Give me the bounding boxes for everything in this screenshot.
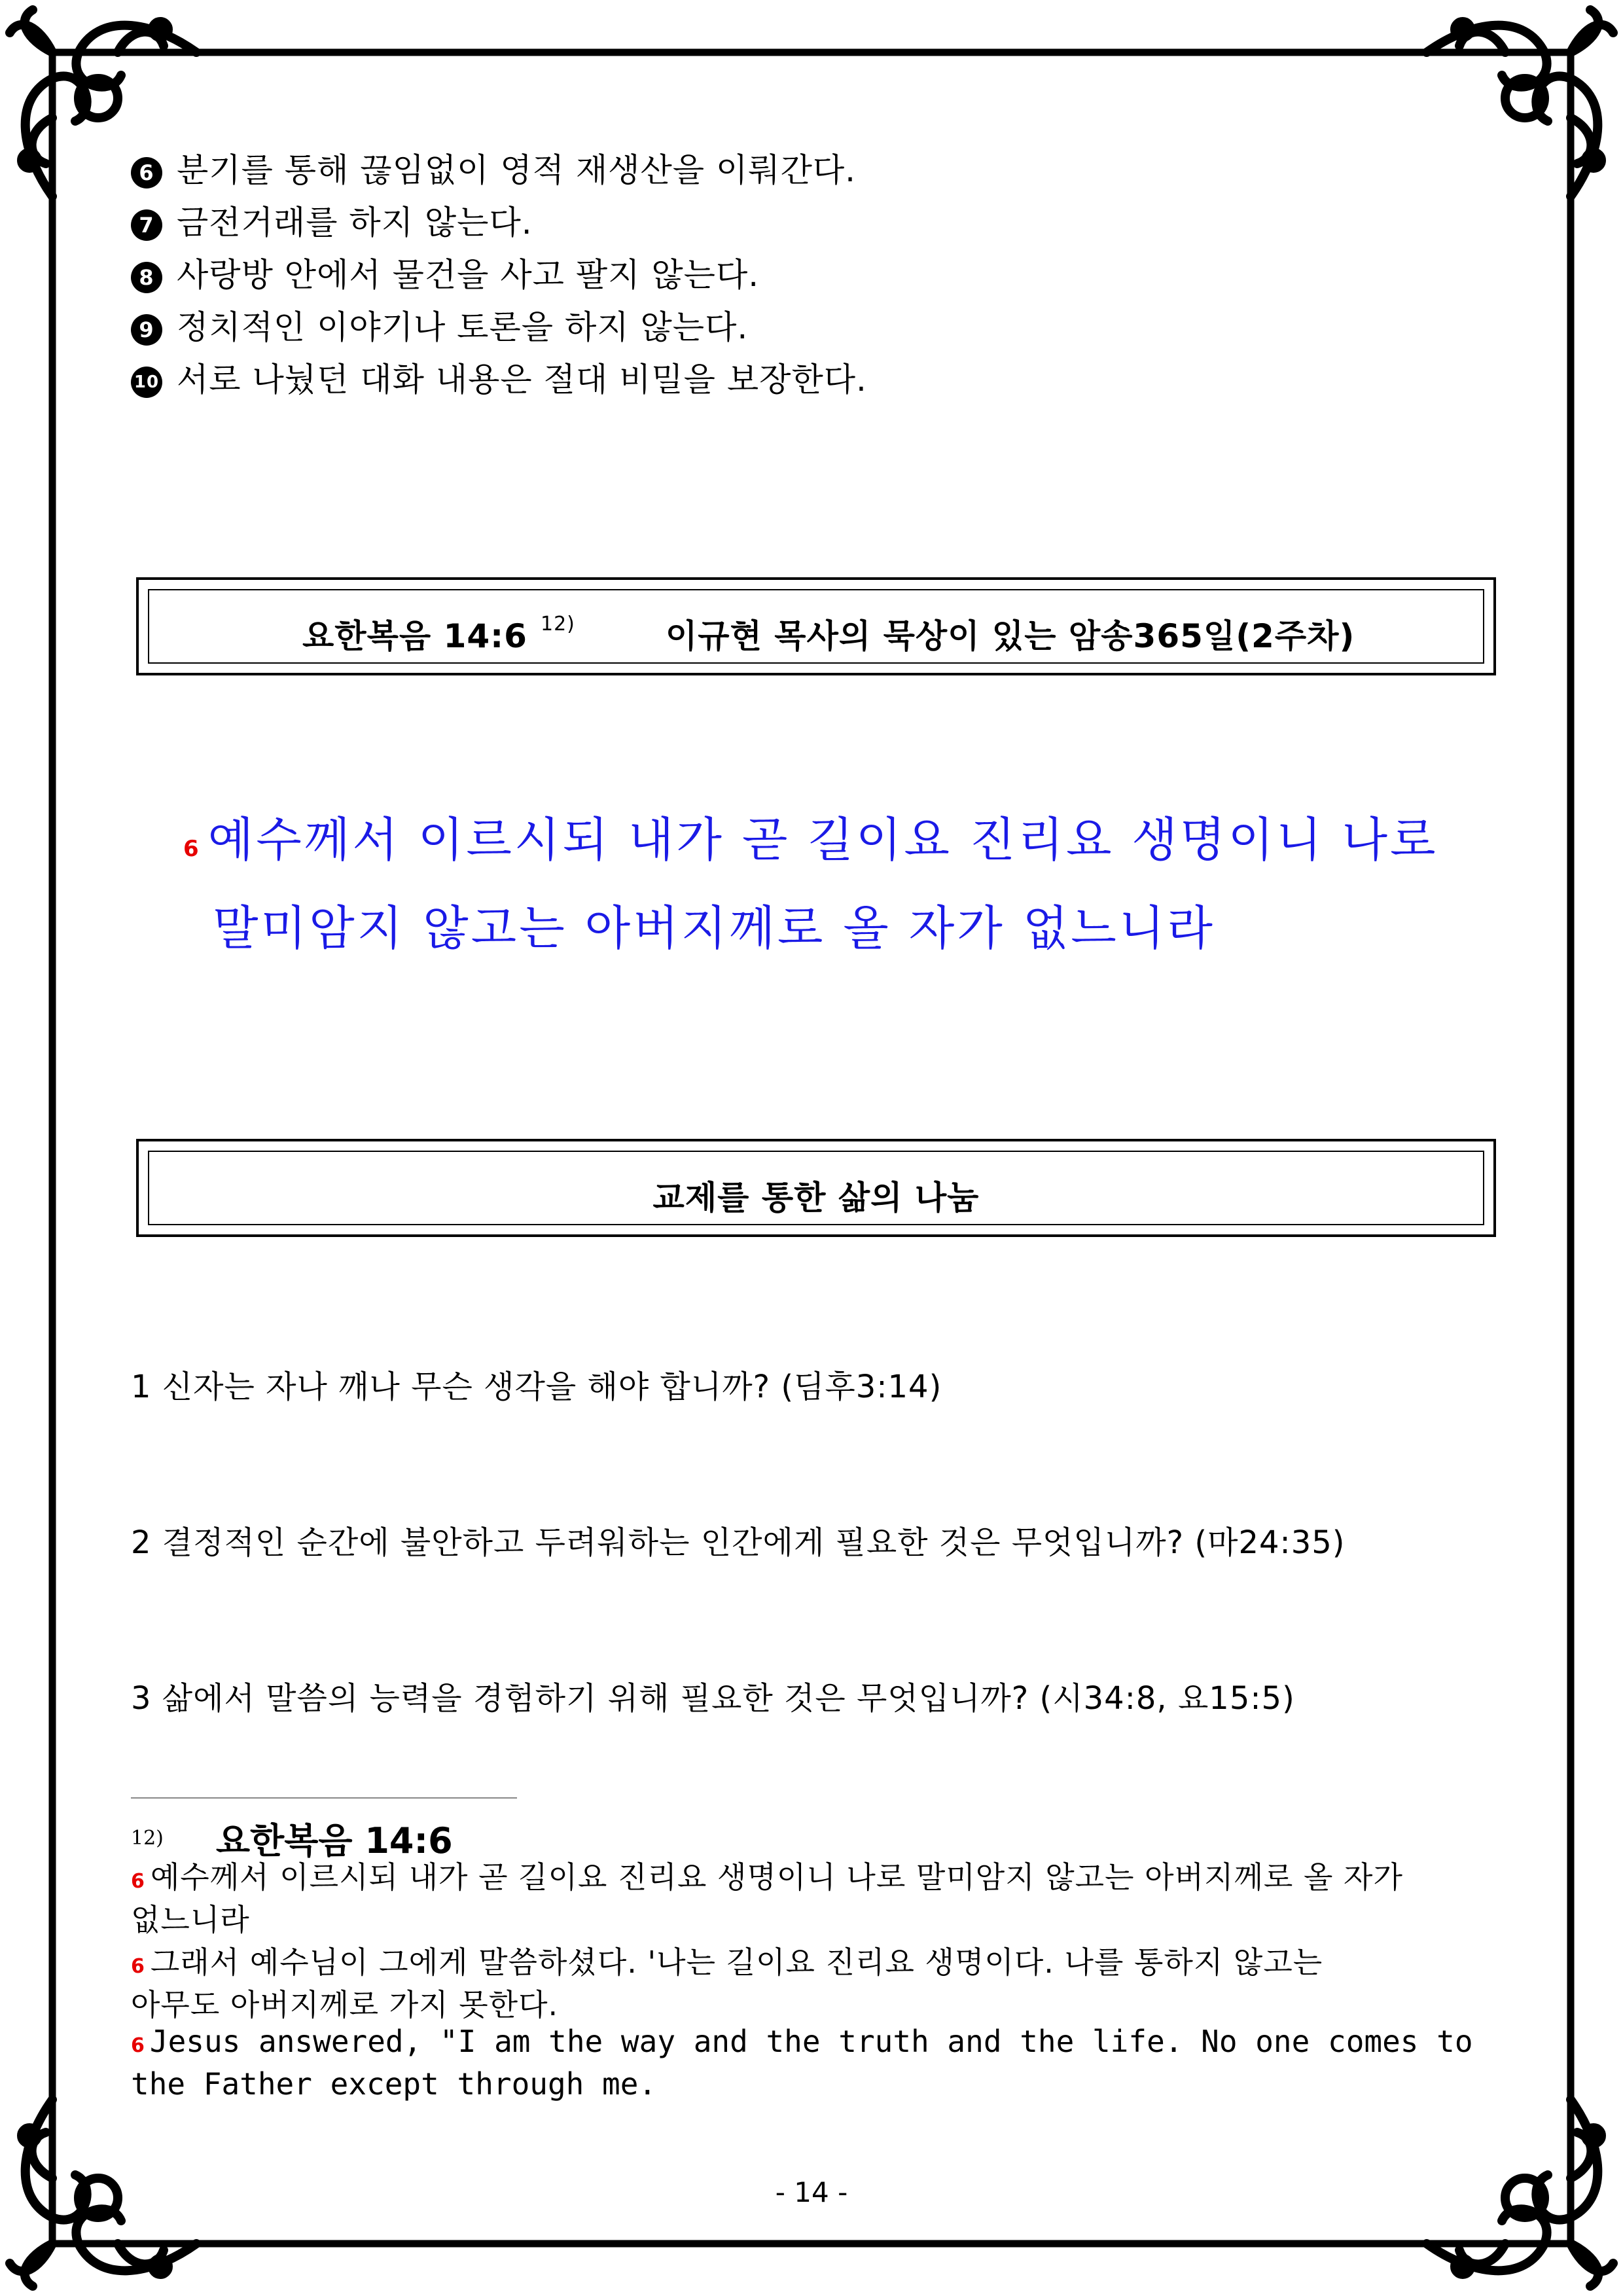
verse-number: 6	[183, 836, 202, 862]
rule-number-badge: 7	[131, 209, 162, 241]
rule-item-8	[131, 249, 1440, 301]
footnote-mark[interactable]: 12)	[540, 613, 575, 636]
rule-text: 금전거래를 하지 않는다.	[177, 204, 533, 242]
footnote-english-line-2: the Father except through me.	[131, 2066, 657, 2102]
footnote-krv-line-1	[131, 1854, 1403, 1897]
footnote-number: 12)	[131, 1827, 164, 1850]
discussion-question-1: 1 신자는 자나 깨나 무슨 생각을 해야 합니까? (딤후3:14)	[131, 1369, 942, 1405]
sharing-title: 교제를 통한 삶의 나눔	[652, 1179, 980, 1217]
discussion-question-3: 3 삶에서 말씀의 능력을 경험하기 위해 필요한 것은 무엇입니까? (시34:8, 요15:5)	[131, 1680, 1295, 1717]
sharing-header-box	[136, 1139, 1496, 1237]
verse-number: 6	[131, 1955, 145, 1978]
rule-number-badge: 10	[131, 367, 162, 398]
footnote-english-line-1	[131, 2024, 1473, 2059]
verse-text: 말미암지 않고는 아버지께로 올 자가 없느니라	[213, 901, 1215, 956]
rule-text: 서로 나눴던 대화 내용은 절대 비밀을 보장한다.	[177, 361, 867, 399]
verse-text: 예수께서 이르시되 내가 곧 길이요 진리요 생명이니 나로	[207, 812, 1438, 867]
memory-verse-line-2	[213, 890, 1215, 958]
memory-verse-reference	[302, 610, 575, 657]
rule-number-badge: 6	[131, 157, 162, 188]
rule-number-badge: 9	[131, 314, 162, 346]
footnote-separator	[131, 1797, 517, 1799]
memory-book-subtitle: 이규현 목사의 묵상이 있는 암송365일(2주차)	[666, 617, 1355, 655]
footnote-modern-line-1	[131, 1939, 1323, 1982]
footnote-text: Jesus answered, "I am the way and the truth and the life. No one comes to	[149, 2024, 1473, 2059]
page-number: - 14 -	[775, 2176, 848, 2208]
rule-item-6	[131, 144, 1440, 196]
group-rules-list	[131, 144, 1440, 406]
verse-number: 6	[131, 2034, 145, 2057]
memory-verse-header-box	[136, 577, 1496, 675]
rule-item-10	[131, 353, 1440, 406]
verse-number: 6	[131, 1870, 145, 1893]
rule-text: 사랑방 안에서 물건을 사고 팔지 않는다.	[177, 256, 760, 294]
footnote-reference: 요한복음 14:6	[215, 1820, 453, 1861]
footnote-text: 예수께서 이르시되 내가 곧 길이요 진리요 생명이니 나로 말미암지 않고는 아버지께로 올 자가	[150, 1859, 1403, 1895]
rule-item-7	[131, 196, 1440, 249]
footnote-modern-line-2: 아무도 아버지께로 가지 못한다.	[131, 1987, 559, 2022]
discussion-question-2: 2 결정적인 순간에 불안하고 두려워하는 인간에게 필요한 것은 무엇입니까? (마24:35)	[131, 1524, 1346, 1561]
rule-text: 분기를 통해 끊임없이 영적 재생산을 이뤄간다.	[177, 151, 857, 189]
rule-text: 정치적인 이야기나 토론을 하지 않는다.	[177, 308, 749, 346]
footnote-krv-line-2: 없느니라	[131, 1902, 250, 1937]
corner-ornament-top-right	[1427, 10, 1613, 196]
memory-verse-line-1	[183, 802, 1438, 870]
rule-item-9	[131, 301, 1440, 353]
rule-number-badge: 8	[131, 262, 162, 293]
footnote-text: 그래서 예수님이 그에게 말씀하셨다. '나는 길이요 진리요 생명이다. 나를 통하지 않고는	[150, 1945, 1323, 1980]
verse-reference-text: 요한복음 14:6	[302, 617, 527, 655]
